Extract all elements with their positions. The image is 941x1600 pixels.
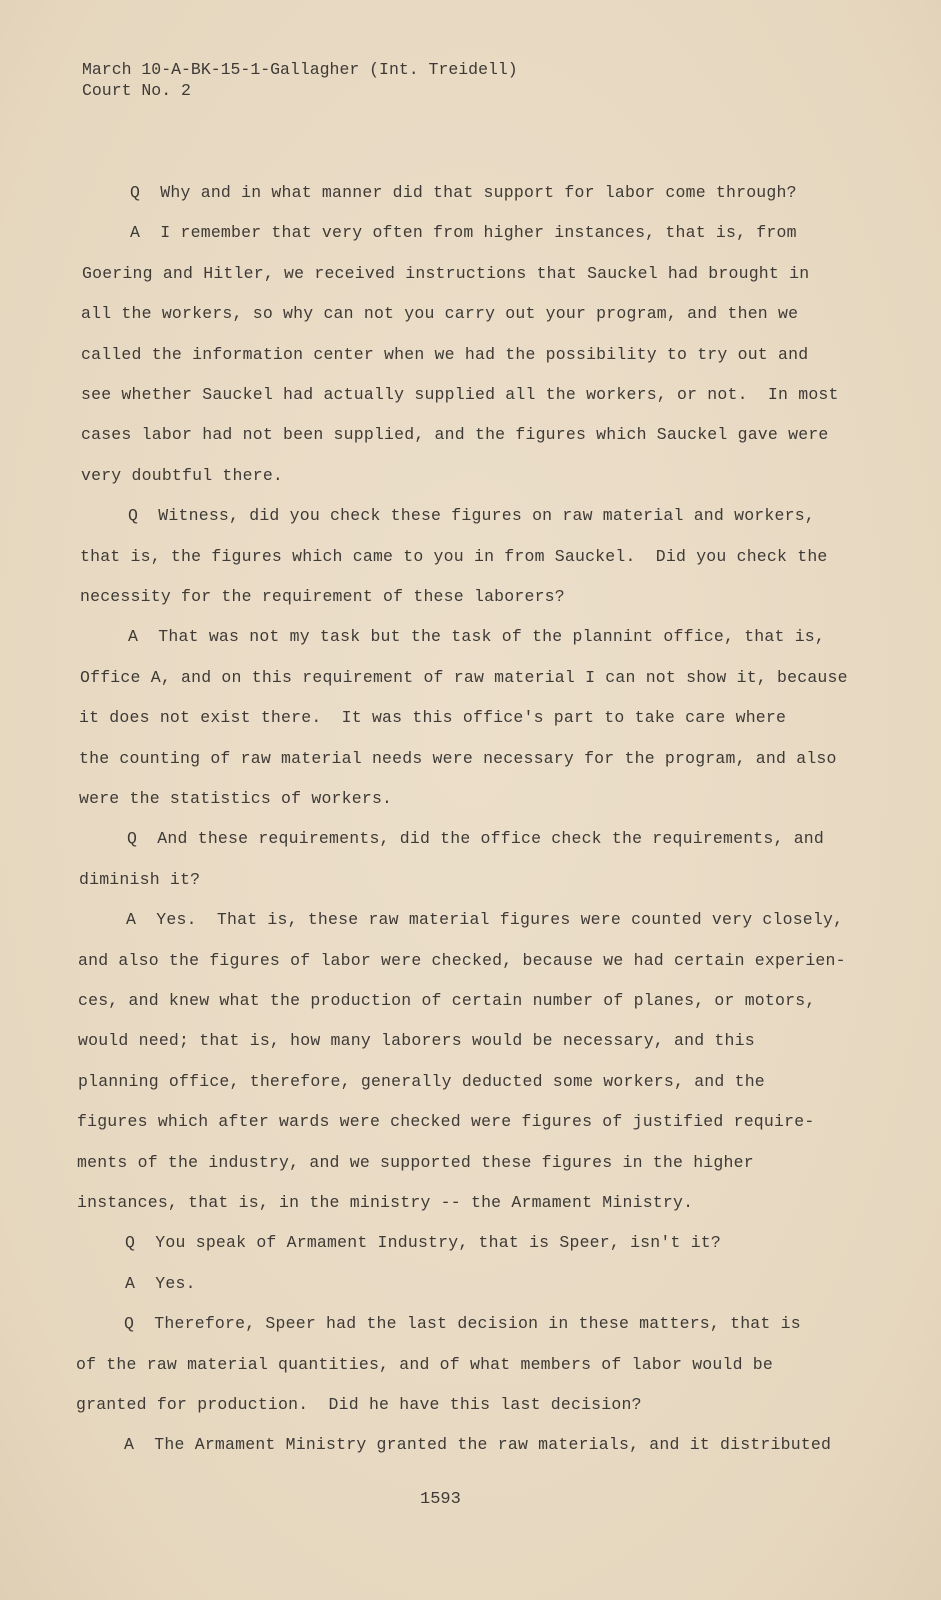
transcript-line: Q And these requirements, did the office check the requirements, and [127,829,825,849]
transcript-line: instances, that is, in the ministry -- the Armament Ministry. [77,1193,694,1212]
transcript-line: A That was not my task but the task of the plannint office, that is, [128,627,826,647]
transcript-line: granted for production. Did he have this last decision? [76,1395,642,1414]
transcript-line: all the workers, so why can not you carry out your program, and then we [81,304,799,324]
transcript-line: A The Armament Ministry granted the raw materials, and it distributed [124,1435,832,1455]
transcript-line: Goering and Hitler, we received instructions that Sauckel had brought in [82,263,810,283]
transcript-line: very doubtful there. [81,465,284,485]
transcript-line: Q Witness, did you check these figures on raw material and workers, [128,506,815,526]
transcript-line: ments of the industry, and we supported these figures in the higher [77,1152,754,1172]
page-number: 1593 [420,1490,461,1509]
transcript-line: A Yes. [125,1273,196,1293]
transcript-line: were the statistics of workers. [79,789,393,808]
transcript-line: and also the figures of labor were checked, because we had certain experien- [78,950,846,970]
header-reference: March 10-A-BK-15-1-Gallagher (Int. Treidell) [82,60,518,79]
transcript-line: would need; that is, how many laborers would be necessary, and this [78,1031,755,1051]
transcript-line: A Yes. That is, these raw material figures were counted very closely, [126,910,844,930]
transcript-line: called the information center when we had the possibility to try out and [81,344,809,364]
transcript-line: of the raw material quantities, and of what members of labor would be [76,1354,774,1374]
transcript-line: figures which after wards were checked were figures of justified require- [77,1112,815,1132]
transcript-line: ces, and knew what the production of certain number of planes, or motors, [78,991,816,1010]
transcript-line: it does not exist there. It was this office's part to take care where [79,708,787,728]
transcript-line: diminish it? [79,869,201,889]
transcript-line: Q Therefore, Speer had the last decision in these matters, that is [124,1314,801,1334]
transcript-line: necessity for the requirement of these laborers? [80,587,565,606]
header-court: Court No. 2 [82,81,191,100]
transcript-line: planning office, therefore, generally deducted some workers, and the [78,1071,765,1091]
transcript-line: that is, the figures which came to you in from Sauckel. Did you check the [80,546,828,566]
transcript-line: A I remember that very often from higher instances, that is, from [130,223,797,243]
transcript-line: Q You speak of Armament Industry, that is Speer, isn't it? [125,1233,721,1253]
transcript-line: cases labor had not been supplied, and the figures which Sauckel gave were [81,425,829,445]
transcript-line: Office A, and on this requirement of raw material I can not show it, because [80,667,848,687]
transcript-line: Q Why and in what manner did that support for labor come through? [130,183,797,202]
transcript-line: the counting of raw material needs were necessary for the program, and also [79,748,837,768]
transcript-line: see whether Sauckel had actually supplied all the workers, or not. In most [81,385,839,404]
